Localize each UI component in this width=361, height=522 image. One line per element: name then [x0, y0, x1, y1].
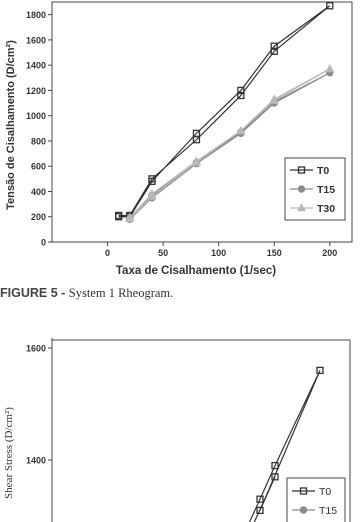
y-tick-label: 1600	[25, 35, 46, 46]
y-tick-label: 600	[30, 161, 46, 172]
legend-label: T0	[317, 165, 330, 177]
y-tick-label: 1000	[25, 111, 46, 122]
legend-label: T0	[319, 486, 332, 498]
legend-marker	[298, 186, 304, 192]
x-tick-label: 50	[158, 248, 169, 258]
y-tick-label: 1200	[25, 85, 46, 96]
y-tick-label: 1800	[25, 10, 46, 21]
figure-caption	[0, 286, 173, 301]
rheogram-chart-2	[0, 338, 361, 522]
y-tick-label: 0	[40, 237, 46, 248]
figure-caption-text: System 1 Rheogram.	[68, 286, 174, 300]
data-point	[326, 65, 333, 72]
x-tick-label: 150	[266, 248, 282, 258]
chart-1-y-axis-label: Tensão de Cisalhamento (D/cm²)	[5, 40, 17, 210]
x-tick-label: 100	[211, 248, 227, 258]
y-tick-label: 1600	[25, 343, 46, 354]
chart-2-y-axis-label: Shear Stress (D/cm²)	[3, 407, 15, 499]
x-tick-label: 200	[322, 248, 338, 258]
y-tick-label: 1400	[25, 455, 46, 466]
legend-label: T30	[317, 203, 336, 215]
y-tick-label: 200	[30, 212, 46, 223]
y-tick-label: 400	[30, 186, 46, 197]
figure-caption-label: FIGURE 5 -	[0, 286, 69, 300]
legend-label: T15	[317, 184, 336, 196]
y-tick-label: 1400	[25, 60, 46, 71]
x-tick-label: 0	[105, 248, 111, 258]
chart-1-legend	[285, 158, 345, 220]
chart-1-x-axis-label: Taxa de Cisalhamento (1/sec)	[115, 265, 277, 277]
legend-label: T15	[319, 505, 338, 517]
legend-marker	[300, 507, 306, 513]
y-tick-label: 800	[30, 136, 46, 147]
chart-2-legend	[287, 478, 345, 522]
